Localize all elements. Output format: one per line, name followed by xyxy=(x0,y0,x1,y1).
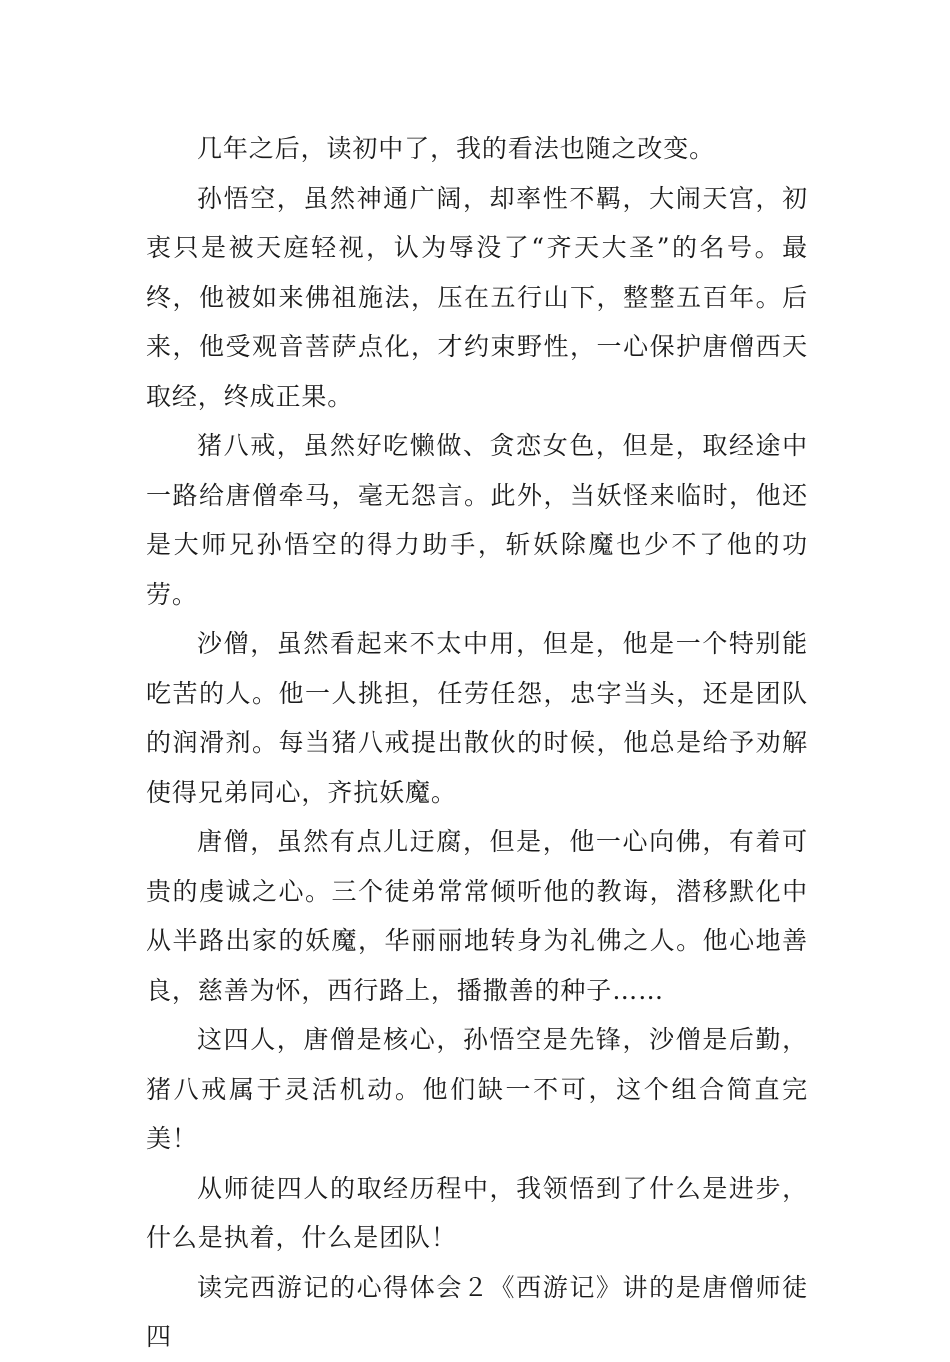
paragraph-sha-seng: 沙僧，虽然看起来不太中用，但是，他是一个特别能吃苦的人。他一人挑担，任劳任怨，忠字当头，还是团队的润滑剂。每当猪八戒提出散伙的时候，他总是给予劝解使得兄弟同心，齐抗妖魔。 xyxy=(146,629,808,807)
paragraph-lesson: 从师徒四人的取经历程中，我领悟到了什么是进步，什么是执着，什么是团队！ xyxy=(146,1173,808,1252)
paragraph-sun-wukong: 孙悟空，虽然神通广阔，却率性不羁，大闹天宫，初衷只是被天庭轻视，认为辱没了“齐天大圣”的名号。最终，他被如来佛祖施法，压在五行山下，整整五百年。后来，他受观音菩萨点化，才约束野性，一心保护唐僧西天取经，终成正果。 xyxy=(146,183,808,411)
document-body xyxy=(146,124,808,1362)
paragraph-tang-seng: 唐僧，虽然有点儿迂腐，但是，他一心向佛，有着可贵的虔诚之心。三个徒弟常常倾听他的教诲，潜移默化中从半路出家的妖魔，华丽丽地转身为礼佛之人。他心地善良，慈善为怀，西行路上，播撒善的种子…… xyxy=(146,827,808,1005)
paragraph-opinion-change: 几年之后，读初中了，我的看法也随之改变。 xyxy=(197,134,716,163)
paragraph-zhu-bajie: 猪八戒，虽然好吃懒做、贪恋女色，但是，取经途中一路给唐僧牵马，毫无怨言。此外，当妖怪来临时，他还是大师兄孙悟空的得力助手，斩妖除魔也少不了他的功劳。 xyxy=(146,431,808,609)
paragraph-essay-2-start: 读完西游记的心得体会２《西游记》讲的是唐僧师徒四 xyxy=(146,1272,808,1351)
paragraph-team-roles: 这四人，唐僧是核心，孙悟空是先锋，沙僧是后勤，猪八戒属于灵活机动。他们缺一不可，这个组合简直完美！ xyxy=(146,1025,808,1153)
